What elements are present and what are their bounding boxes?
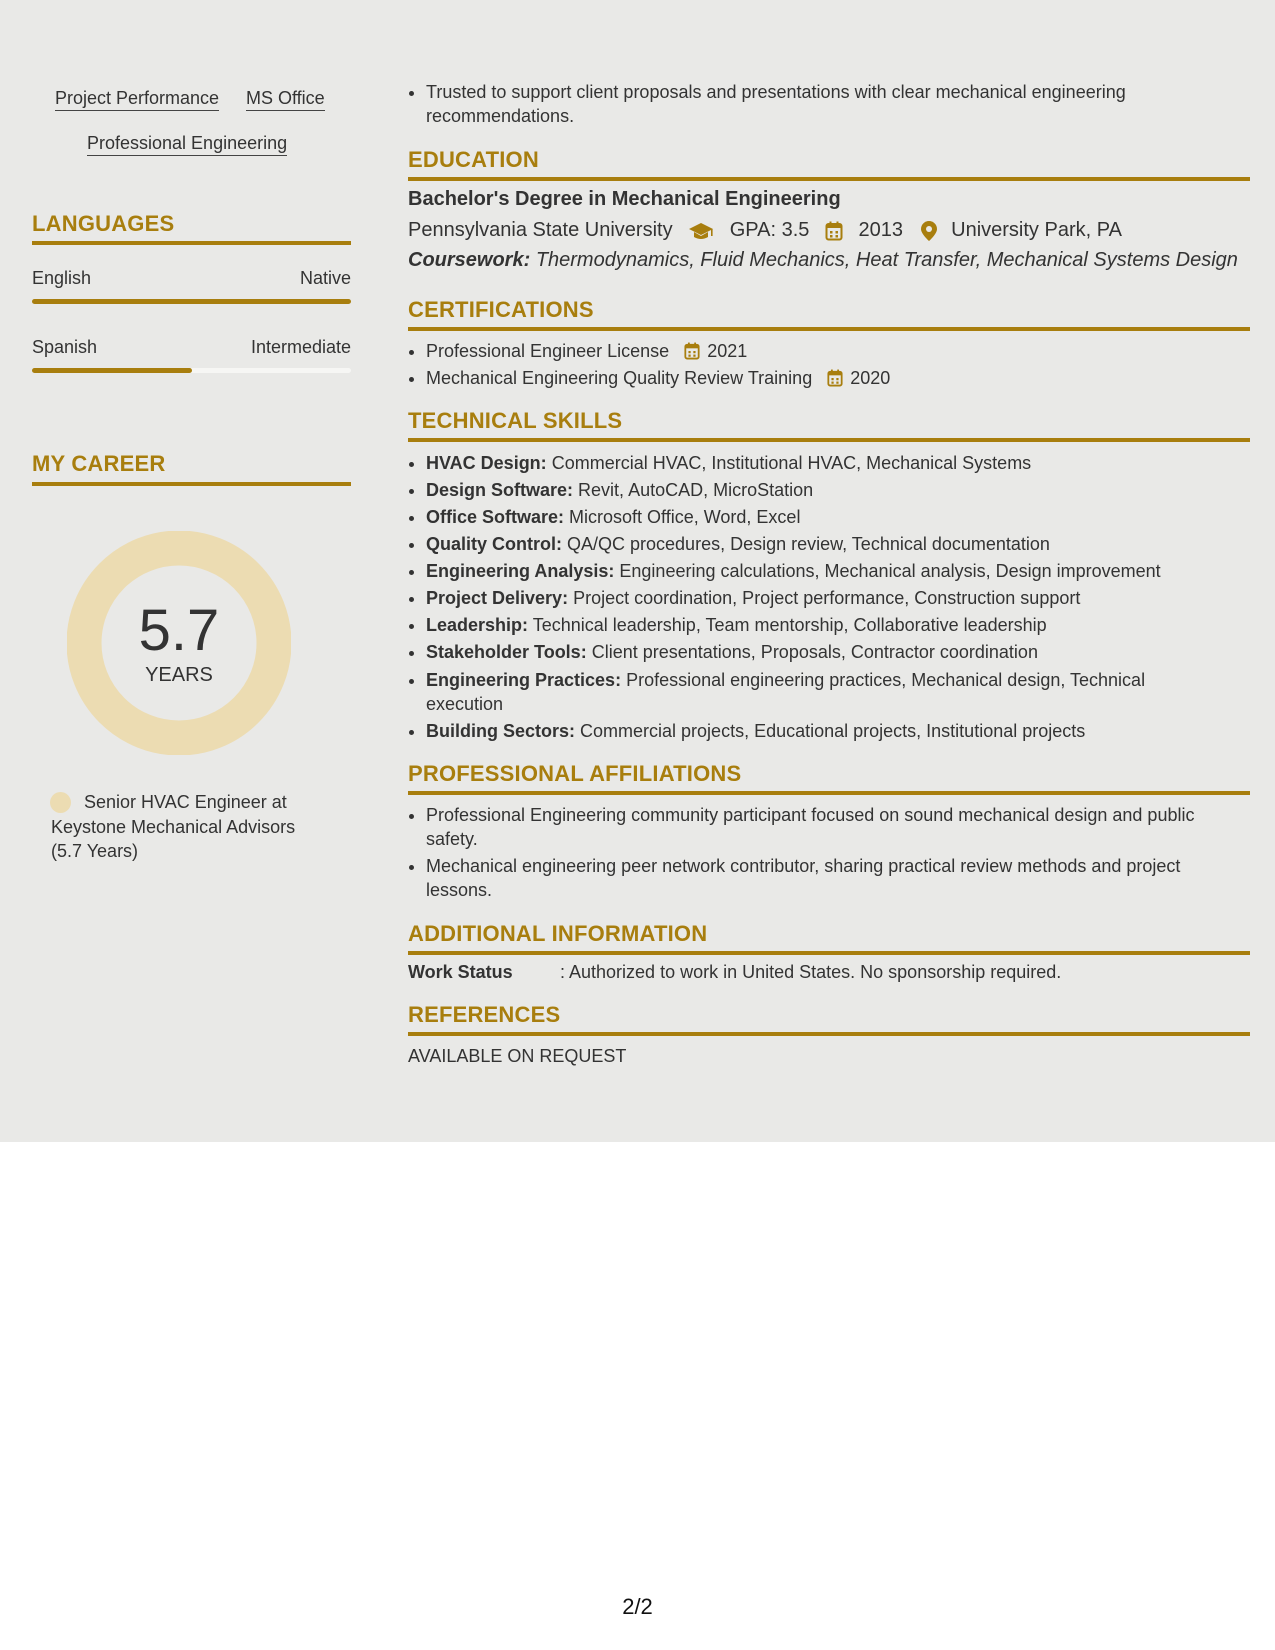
languages-heading: LANGUAGES [32, 211, 175, 236]
coursework [408, 249, 1238, 272]
calendar-icon [827, 369, 843, 387]
coursework-label: Coursework: [408, 249, 531, 271]
skill-tag: Professional Engineering [87, 131, 287, 156]
languages-rule [32, 241, 351, 245]
work-status-value: : Authorized to work in United States. No sponsorship required. [560, 962, 1062, 982]
list-item: • Stakeholder Tools: Client presentations, Proposals, Contractor coordination [426, 639, 1268, 666]
list-item: • Quality Control: QA/QC procedures, Design review, Technical documentation [426, 531, 1268, 558]
references-rule [408, 1032, 1250, 1036]
language-bar [32, 368, 351, 373]
education-heading: EDUCATION [408, 147, 539, 172]
language-bar-fill [32, 368, 192, 373]
degree-title: Bachelor's Degree in Mechanical Engineering [408, 188, 841, 210]
affiliations-list [408, 803, 1268, 902]
list-item: • Trusted to support client proposals and presentations with clear mechanical engineering recommendations. [426, 80, 1268, 128]
list-item: • Design Software: Revit, AutoCAD, MicroStation [426, 477, 1268, 504]
cert-name: Professional Engineer License [426, 341, 670, 361]
education-rule [408, 177, 1250, 181]
language-name: Spanish [32, 337, 98, 357]
references-text: AVAILABLE ON REQUEST [408, 1046, 627, 1066]
certifications-heading: CERTIFICATIONS [408, 297, 594, 322]
references-heading: REFERENCES [408, 1002, 561, 1027]
list-item: • Building Sectors: Commercial projects, Educational projects, Institutional projects [426, 718, 1268, 745]
technical-skills-list [408, 450, 1268, 745]
skill-tag: MS Office [246, 86, 325, 111]
career-legend-dot [50, 792, 71, 813]
language-level: Intermediate [250, 337, 351, 357]
cert-name: Mechanical Engineering Quality Review Training [426, 368, 813, 388]
language-level: Native [299, 268, 351, 288]
list-item: • Mechanical engineering peer network contributor, sharing practical review methods and project lessons. [426, 854, 1268, 902]
graduation-year: 2013 [858, 219, 903, 241]
language-bar-fill [32, 299, 351, 304]
additional-info-rule [408, 951, 1250, 955]
list-item: • Engineering Practices: Professional engineering practices, Mechanical design, Technical execution [426, 666, 1268, 718]
page-number: 2/2 [622, 1594, 653, 1619]
technical-skills-rule [408, 438, 1250, 442]
language-name: English [32, 268, 92, 288]
list-item: • Project Delivery: Project coordination, Project performance, Construction support [426, 585, 1268, 612]
certifications-list [408, 338, 1268, 392]
education-details [408, 219, 1122, 242]
career-legend-line: (5.7 Years) [51, 841, 139, 861]
list-item: • Engineering Analysis: Engineering calculations, Mechanical analysis, Design improvement [426, 558, 1268, 585]
school-name: Pennsylvania State University [408, 219, 673, 241]
list-item: • Leadership: Technical leadership, Team mentorship, Collaborative leadership [426, 612, 1268, 639]
career-rule [32, 482, 351, 486]
list-item [426, 365, 1268, 392]
cert-year: 2021 [707, 341, 748, 361]
school-location: University Park, PA [951, 219, 1122, 241]
work-status-label: Work Status [408, 962, 513, 982]
career-heading: MY CAREER [32, 451, 166, 476]
list-item: • HVAC Design: Commercial HVAC, Institutional HVAC, Mechanical Systems [426, 450, 1268, 477]
coursework-list: Thermodynamics, Fluid Mechanics, Heat Transfer, Mechanical Systems Design [535, 249, 1238, 271]
language-row [32, 337, 351, 361]
career-years-label: YEARS [145, 664, 213, 686]
career-legend-line: Keystone Mechanical Advisors [51, 817, 296, 837]
list-item: • Professional Engineering community participant focused on sound mechanical design and public safety. [426, 803, 1268, 851]
calendar-icon [825, 221, 843, 241]
technical-skills-heading: TECHNICAL SKILLS [408, 408, 623, 433]
gpa: GPA: 3.5 [729, 219, 810, 241]
affiliations-heading: PROFESSIONAL AFFILIATIONS [408, 761, 742, 786]
cert-year: 2020 [850, 368, 891, 388]
career-legend-line: Senior HVAC Engineer at [84, 792, 287, 812]
graduation-cap-icon [688, 221, 714, 241]
calendar-icon [684, 342, 700, 360]
experience-bullets [408, 80, 1268, 128]
affiliations-rule [408, 791, 1250, 795]
additional-info-heading: ADDITIONAL INFORMATION [408, 921, 708, 946]
certifications-rule [408, 327, 1250, 331]
language-bar [32, 299, 351, 304]
list-item [426, 338, 1268, 365]
career-years-value: 5.7 [138, 598, 220, 663]
map-pin-icon [921, 221, 937, 241]
career-donut-chart [67, 531, 291, 755]
list-item: • Office Software: Microsoft Office, Word, Excel [426, 504, 1268, 531]
skill-tag: Project Performance [55, 86, 219, 111]
language-row [32, 268, 351, 292]
